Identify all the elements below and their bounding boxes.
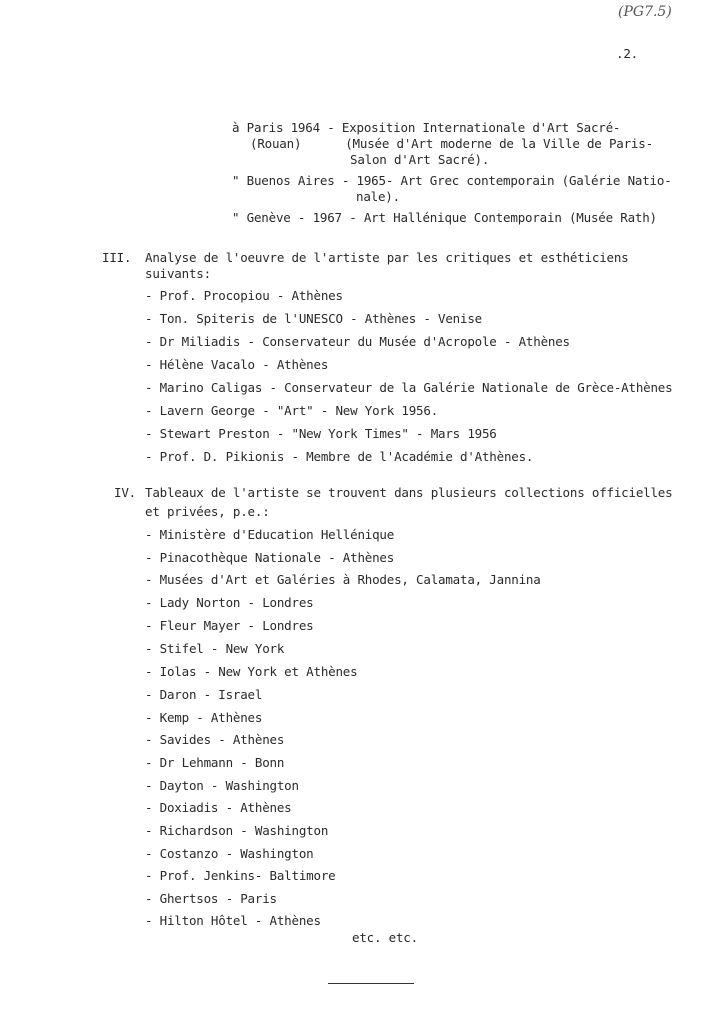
- collection-item: - Iolas - New York et Athènes: [145, 664, 358, 679]
- exhibition-paris-line: à Paris 1964 - Exposition Internationale d'Art Sacré-: [232, 120, 621, 135]
- critic-item: - Prof. D. Pikionis - Membre de l'Académie d'Athènes.: [145, 449, 534, 464]
- critic-item: - Lavern George - "Art" - New York 1956.: [145, 403, 439, 418]
- critic-item: - Stewart Preston - "New York Times" - Mars 1956: [145, 426, 497, 441]
- collection-item: - Costanzo - Washington: [145, 846, 314, 861]
- collection-item: - Musées d'Art et Galéries à Rhodes, Calamata, Jannina: [145, 572, 541, 587]
- collection-item: - Ghertsos - Paris: [145, 891, 277, 906]
- collection-item: - Savides - Athènes: [145, 732, 285, 747]
- collection-item: - Dayton - Washington: [145, 778, 299, 793]
- collection-item: - Fleur Mayer - Londres: [145, 618, 314, 633]
- collection-item: - Pinacothèque Nationale - Athènes: [145, 550, 395, 565]
- page-number: .2.: [616, 46, 638, 61]
- collection-item: - Daron - Israel: [145, 687, 263, 702]
- collection-item: - Richardson - Washington: [145, 823, 329, 838]
- exhibition-geneve-line: " Genève - 1967 - Art Hallénique Contemporain (Musée Rath): [232, 210, 657, 225]
- section-3-heading-cont: suivants:: [145, 266, 211, 281]
- exhibition-buenos-aires-detail: nale).: [356, 189, 400, 204]
- closing-etc: etc. etc.: [352, 930, 418, 945]
- collection-item: - Kemp - Athènes: [145, 710, 263, 725]
- critic-item: - Ton. Spiteris de l'UNESCO - Athènes - Venise: [145, 311, 482, 326]
- collection-item: - Lady Norton - Londres: [145, 595, 314, 610]
- critic-item: - Hélène Vacalo - Athènes: [145, 357, 329, 372]
- collection-item: - Doxiadis - Athènes: [145, 800, 292, 815]
- critic-item: - Prof. Procopiou - Athènes: [145, 288, 343, 303]
- collection-item: - Dr Lehmann - Bonn: [145, 755, 285, 770]
- collection-item: - Hilton Hôtel - Athènes: [145, 913, 321, 928]
- handwritten-annotation: (PG7.5): [618, 4, 672, 20]
- collection-item: - Prof. Jenkins- Baltimore: [145, 868, 336, 883]
- exhibition-paris-detail-2: Salon d'Art Sacré).: [350, 152, 490, 167]
- collection-item: - Ministère d'Education Hellénique: [145, 527, 395, 542]
- critic-item: - Dr Miliadis - Conservateur du Musée d'Acropole - Athènes: [145, 334, 570, 349]
- closing-rule: [328, 983, 414, 984]
- section-3-heading: Analyse de l'oeuvre de l'artiste par les critiques et esthéticiens: [145, 250, 629, 265]
- section-4-heading-cont: et privées, p.e.:: [145, 504, 270, 519]
- critic-item: - Marino Caligas - Conservateur de la Galérie Nationale de Grèce-Athènes: [145, 380, 673, 395]
- section-4-heading: Tableaux de l'artiste se trouvent dans plusieurs collections officielles: [145, 485, 673, 500]
- collection-item: - Stifel - New York: [145, 641, 285, 656]
- section-4-number: IV.: [114, 485, 136, 500]
- section-3-number: III.: [102, 250, 132, 265]
- exhibition-paris-detail: (Rouan) (Musée d'Art moderne de la Ville de Paris-: [250, 136, 653, 151]
- exhibition-buenos-aires-line: " Buenos Aires - 1965- Art Grec contemporain (Galérie Natio-: [232, 173, 672, 188]
